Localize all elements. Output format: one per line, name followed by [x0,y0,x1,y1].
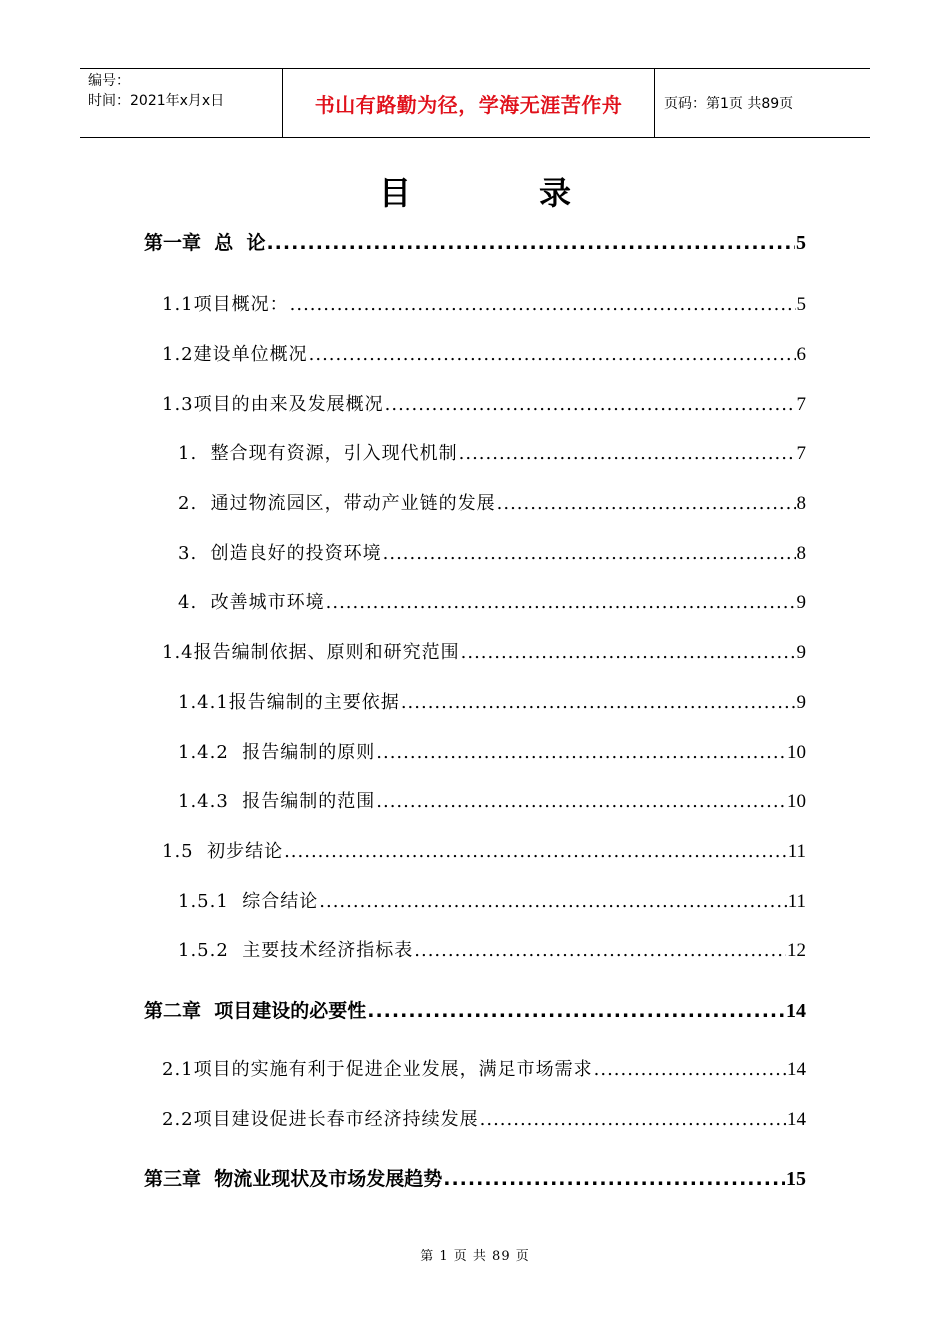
toc-entry[interactable] [178,887,806,917]
toc-entry-page: 8 [796,543,806,564]
toc-entry-page: 11 [787,891,806,912]
toc-entry-page: 7 [796,394,806,415]
toc-entry-label: 4. 改善城市环境 [178,592,325,613]
header-motto: 书山有路勤为径，学海无涯苦作舟 [282,69,655,137]
toc-entry-page: 8 [796,493,806,514]
toc-entry[interactable] [178,439,806,469]
toc-entry[interactable] [144,996,806,1026]
toc-entry-page: 5 [796,232,806,254]
title-char-left: 目 [378,174,411,212]
toc-entry-page: 10 [787,742,806,763]
toc-entry-label: 1.2建设单位概况 [162,344,308,365]
toc-entry-page: 9 [796,692,806,713]
toc-entry-label: 1.5 初步结论 [162,841,284,862]
toc-entry[interactable] [162,837,806,867]
toc-leader-dots [367,1000,785,1022]
toc-leader-dots [383,543,796,564]
toc-entry-label: 2. 通过物流园区，带动产业链的发展 [178,493,496,514]
toc-leader-dots [401,692,796,713]
toc-entry[interactable] [162,340,806,370]
toc-entry-page: 5 [796,294,806,315]
toc-entry-label: 3. 创造良好的投资环境 [178,543,382,564]
toc-entry-label: 第三章 物流业现状及市场发展趋势 [144,1168,443,1190]
toc-entry-label: 第一章 总 论 [144,232,266,254]
toc-leader-dots [459,443,796,464]
toc-leader-dots [385,394,796,415]
toc-leader-dots [594,1059,786,1080]
toc-entry[interactable] [162,638,806,668]
toc-entry-label: 1.4.1报告编制的主要依据 [178,692,400,713]
toc-entry[interactable] [178,738,806,768]
toc-leader-dots [266,232,795,254]
toc-leader-dots [326,592,796,613]
toc-entry-page: 12 [787,940,806,961]
toc-entry-label: 1.1项目概况： [162,294,289,315]
toc-entry-page: 14 [786,1000,806,1022]
toc-entry[interactable] [178,588,806,618]
toc-leader-dots [497,493,796,514]
toc-entry-label: 1.4.2 报告编制的原则 [178,742,376,763]
toc-leader-dots [319,891,786,912]
header-page-info: 页码：第1页 共89页 [664,96,794,112]
toc-entry-label: 2.1项目的实施有利于促进企业发展，满足市场需求 [162,1059,593,1080]
title-char-right: 录 [539,174,572,212]
toc-entry[interactable] [178,936,806,966]
toc-entry[interactable] [162,1105,806,1135]
toc-entry-label: 1. 整合现有资源，引入现代机制 [178,443,458,464]
toc-entry[interactable] [162,1055,806,1085]
toc-entry[interactable] [178,688,806,718]
toc-entry[interactable] [178,489,806,519]
header-number-label: 编号： [88,73,130,89]
toc-leader-dots [443,1168,785,1190]
toc-leader-dots [290,294,796,315]
toc-entry-page: 9 [796,642,806,663]
toc-entry[interactable] [144,228,806,258]
toc-leader-dots [309,344,796,365]
toc-entry[interactable] [162,290,806,320]
toc-entry-page: 14 [787,1109,806,1130]
toc-entry-page: 6 [796,344,806,365]
toc-leader-dots [461,642,796,663]
toc-entry-label: 1.4.3 报告编制的范围 [178,791,376,812]
toc-leader-dots [376,742,786,763]
toc-entry-label: 1.5.1 综合结论 [178,891,319,912]
toc-entry-label: 1.5.2 主要技术经济指标表 [178,940,414,961]
toc-leader-dots [480,1109,786,1130]
toc-entry-page: 9 [796,592,806,613]
toc-entry[interactable] [178,539,806,569]
toc-entry-label: 2.2项目建设促进长春市经济持续发展 [162,1109,479,1130]
page-footer: 第 1 页 共 89 页 [420,1249,530,1264]
toc-entry-label: 第二章 项目建设的必要性 [144,1000,367,1022]
toc-entry-page: 15 [786,1168,806,1190]
toc-leader-dots [414,940,786,961]
toc-entry-page: 14 [787,1059,806,1080]
toc-leader-dots [284,841,787,862]
toc-leader-dots [376,791,786,812]
toc-entry-page: 7 [796,443,806,464]
toc-entry-page: 11 [787,841,806,862]
toc-entry[interactable] [162,390,806,420]
toc-entry[interactable] [178,787,806,817]
toc-entry-label: 1.3项目的由来及发展概况 [162,394,384,415]
toc-entry-label: 1.4报告编制依据、原则和研究范围 [162,642,460,663]
toc-entry-page: 10 [787,791,806,812]
toc-entry[interactable] [144,1164,806,1194]
header-time-label: 时间：2021年x月x日 [88,93,225,109]
